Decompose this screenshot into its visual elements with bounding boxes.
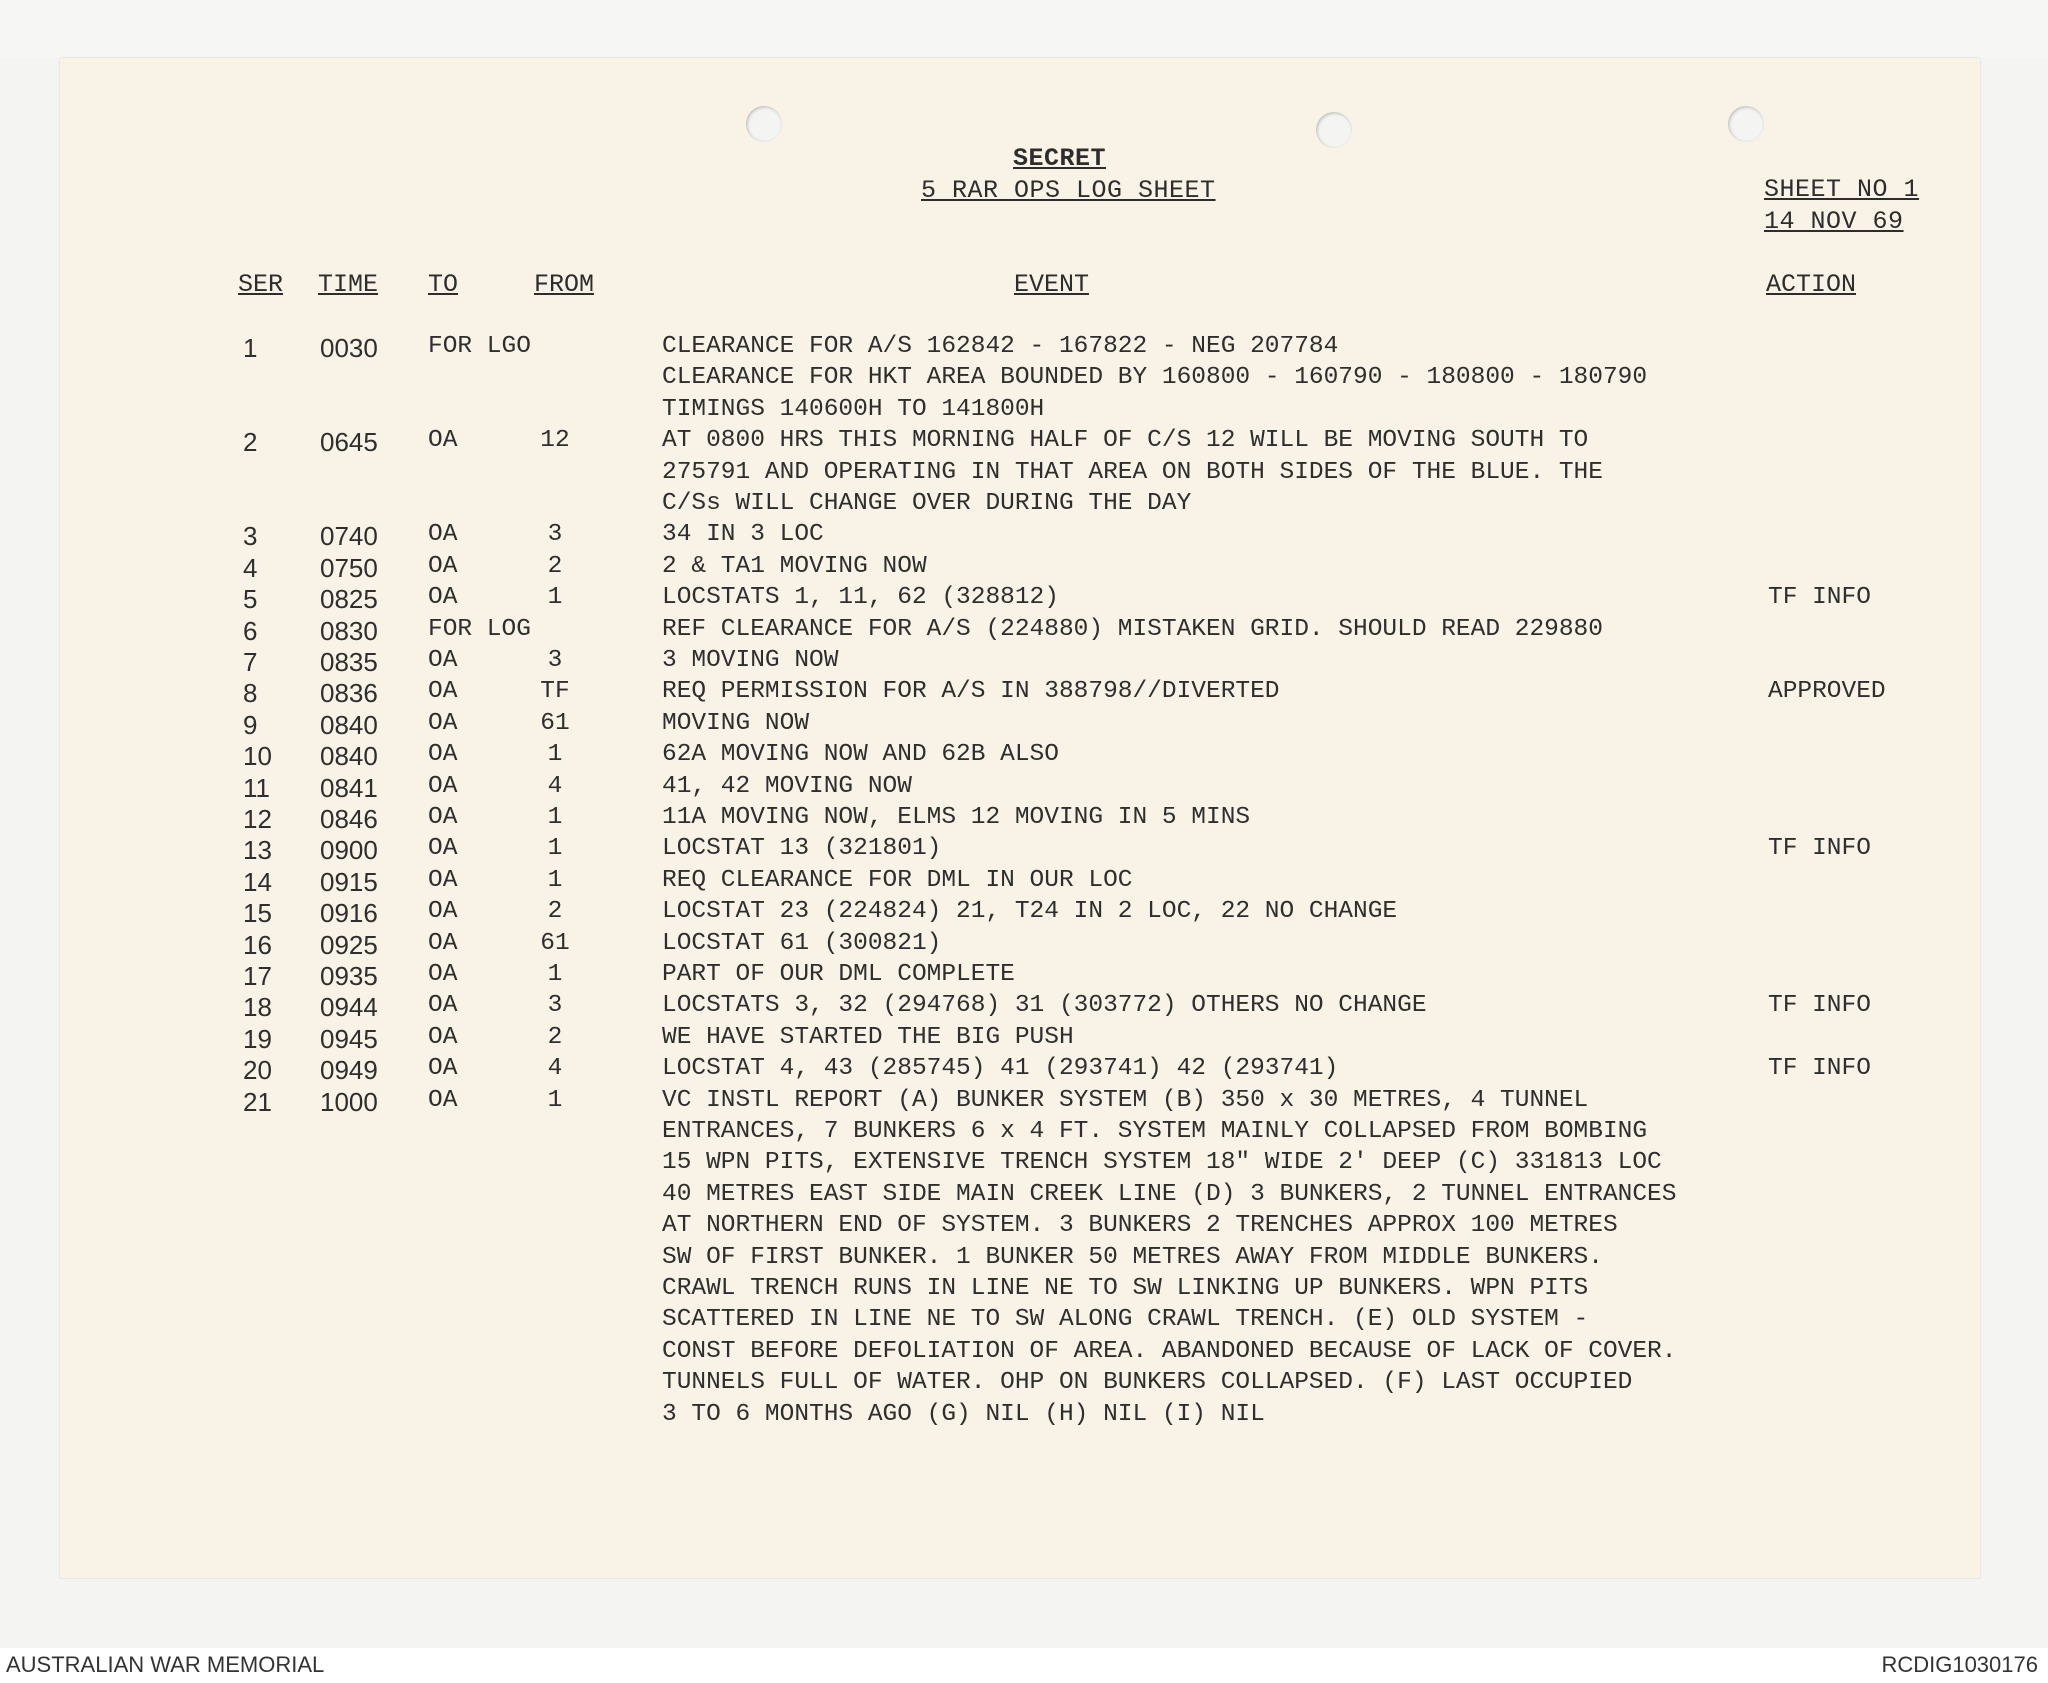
column-header-from: FROM xyxy=(534,270,595,299)
entry-from: TF xyxy=(540,678,570,706)
entry-to: OA xyxy=(428,898,458,926)
entry-from: 2 xyxy=(547,1023,563,1051)
entry-serial: 1 xyxy=(243,333,258,363)
entry-serial: 14 xyxy=(243,866,272,897)
entry-event-line: MOVING NOW xyxy=(662,709,810,737)
entry-event-line: 11A MOVING NOW, ELMS 12 MOVING IN 5 MINS xyxy=(662,804,1251,831)
entry-event-line: CONST BEFORE DEFOLIATION OF AREA. ABANDONED BECAUSE OF LACK OF COVER. xyxy=(662,1337,1677,1365)
entry-to: OA xyxy=(428,929,458,957)
entry-event-line: C/Ss WILL CHANGE OVER DURING THE DAY xyxy=(662,490,1192,517)
entry-to: OA xyxy=(428,1023,458,1051)
entry-event-line: AT NORTHERN END OF SYSTEM. 3 BUNKERS 2 TRENCHES APPROX 100 METRES xyxy=(662,1212,1618,1240)
entry-event-line: LOCSTAT 4, 43 (285745) 41 (293741) 42 (293741) xyxy=(662,1055,1339,1083)
entry-action: TF INFO xyxy=(1768,584,1871,612)
entry-action: APPROVED xyxy=(1768,678,1886,706)
entry-serial: 8 xyxy=(243,678,258,709)
entry-from: 3 xyxy=(547,992,563,1020)
entry-event-line: 15 WPN PITS, EXTENSIVE TRENCH SYSTEM 18" WIDE 2' DEEP (C) 331813 LOC xyxy=(662,1149,1662,1177)
column-header-to: TO xyxy=(428,270,459,299)
entry-to: FOR LOG xyxy=(428,615,531,643)
entry-to: OA xyxy=(428,709,458,737)
entry-event-line: 34 IN 3 LOC xyxy=(662,521,824,549)
punch-hole xyxy=(746,106,782,142)
entry-serial: 18 xyxy=(243,992,272,1023)
page-title: 5 RAR OPS LOG SHEET xyxy=(921,176,1216,205)
entry-from: 1 xyxy=(547,741,563,769)
entry-time: 0916 xyxy=(320,898,378,929)
entry-time: 0825 xyxy=(320,584,378,615)
entry-event-line: LOCSTAT 13 (321801) xyxy=(662,835,942,863)
entry-time: 0750 xyxy=(320,552,378,583)
entry-to: OA xyxy=(428,772,458,800)
entry-from: 4 xyxy=(547,1055,563,1083)
entry-event-line: 2 & TA1 MOVING NOW xyxy=(662,552,927,580)
entry-event-line: PART OF OUR DML COMPLETE xyxy=(662,961,1015,988)
entry-serial: 9 xyxy=(243,709,258,740)
entry-time: 0945 xyxy=(320,1023,378,1054)
log-entry-row xyxy=(0,835,2048,866)
entry-from: 2 xyxy=(547,898,563,926)
entry-from: 1 xyxy=(547,835,563,863)
entry-event-line: 41, 42 MOVING NOW xyxy=(662,772,912,800)
entry-event-line: LOCSTAT 61 (300821) xyxy=(662,929,942,957)
log-entry-row xyxy=(0,521,2048,552)
entry-serial: 4 xyxy=(243,552,258,583)
entry-time: 0846 xyxy=(320,804,378,834)
entry-event-line: 62A MOVING NOW AND 62B ALSO xyxy=(662,741,1059,769)
entry-time: 0840 xyxy=(320,709,378,740)
punch-hole xyxy=(1728,106,1764,142)
entry-event-line: REQ PERMISSION FOR A/S IN 388798//DIVERTED xyxy=(662,678,1280,706)
entry-to: OA xyxy=(428,835,458,863)
entry-time: 0836 xyxy=(320,678,378,709)
entry-event-line: TUNNELS FULL OF WATER. OHP ON BUNKERS COLLAPSED. (F) LAST OCCUPIED xyxy=(662,1369,1633,1397)
entry-to: FOR LGO xyxy=(428,333,531,360)
entry-time: 0645 xyxy=(320,427,378,458)
punch-hole xyxy=(1316,112,1352,148)
entry-event-line: 275791 AND OPERATING IN THAT AREA ON BOTH SIDES OF THE BLUE. THE xyxy=(662,458,1603,486)
classification-heading: SECRET xyxy=(1013,144,1107,173)
entry-time: 0830 xyxy=(320,615,378,646)
entry-time: 0944 xyxy=(320,992,378,1023)
entry-serial: 17 xyxy=(243,961,272,991)
entry-event-line: REQ CLEARANCE FOR DML IN OUR LOC xyxy=(662,866,1133,894)
footer-record-id: RCDIG1030176 xyxy=(1881,1652,2038,1677)
entry-serial: 19 xyxy=(243,1023,272,1054)
entry-from: 1 xyxy=(547,804,563,831)
entry-serial: 5 xyxy=(243,584,258,615)
entry-serial: 3 xyxy=(243,521,258,552)
entry-to: OA xyxy=(428,1086,458,1114)
entry-to: OA xyxy=(428,866,458,894)
entry-event-line: LOCSTATS 3, 32 (294768) 31 (303772) OTHERS NO CHANGE xyxy=(662,992,1427,1020)
entry-serial: 13 xyxy=(243,835,272,866)
entry-event-line: CLEARANCE FOR A/S 162842 - 167822 - NEG 207784 xyxy=(662,333,1339,360)
entry-to: OA xyxy=(428,678,458,706)
entry-serial: 6 xyxy=(243,615,258,646)
entry-time: 0030 xyxy=(320,333,378,363)
entry-serial: 7 xyxy=(243,647,258,677)
footer-institution: AUSTRALIAN WAR MEMORIAL xyxy=(6,1652,325,1677)
entry-event-line: LOCSTATS 1, 11, 62 (328812) xyxy=(662,584,1059,612)
entry-from: 3 xyxy=(547,521,563,549)
entry-to: OA xyxy=(428,647,458,674)
entry-from: 1 xyxy=(547,866,563,894)
log-entry-row xyxy=(0,710,2048,741)
column-header-ser: SER xyxy=(238,270,284,299)
entry-event-line: TIMINGS 140600H TO 141800H xyxy=(662,395,1045,423)
log-entry-row xyxy=(0,961,2048,992)
entry-to: OA xyxy=(428,961,458,988)
entry-serial: 2 xyxy=(243,427,258,458)
entry-event-line: SCATTERED IN LINE NE TO SW ALONG CRAWL TRENCH. (E) OLD SYSTEM - xyxy=(662,1306,1589,1334)
entry-from: 3 xyxy=(547,647,563,674)
entry-time: 0949 xyxy=(320,1055,378,1086)
entry-time: 0935 xyxy=(320,961,378,991)
log-entry-row xyxy=(0,553,2048,584)
column-header-action: ACTION xyxy=(1766,270,1857,299)
entry-event-line: CRAWL TRENCH RUNS IN LINE NE TO SW LINKING UP BUNKERS. WPN PITS xyxy=(662,1275,1589,1302)
entry-event-line: 3 MOVING NOW xyxy=(662,647,839,674)
entry-event-line: CLEARANCE FOR HKT AREA BOUNDED BY 160800 - 160790 - 180800 - 180790 xyxy=(662,364,1648,392)
entry-event-line: VC INSTL REPORT (A) BUNKER SYSTEM (B) 350 x 30 METRES, 4 TUNNEL xyxy=(662,1086,1589,1114)
entry-serial: 20 xyxy=(243,1055,272,1086)
entry-from: 4 xyxy=(547,772,563,800)
entry-event-line: LOCSTAT 23 (224824) 21, T24 IN 2 LOC, 22 NO CHANGE xyxy=(662,898,1398,926)
sheet-date: 14 NOV 69 xyxy=(1764,207,1904,236)
entry-to: OA xyxy=(428,741,458,769)
entry-to: OA xyxy=(428,1055,458,1083)
entry-from: 2 xyxy=(547,552,563,580)
entry-to: OA xyxy=(428,521,458,549)
entry-action: TF INFO xyxy=(1768,1055,1871,1083)
column-header-time: TIME xyxy=(318,270,379,299)
entry-time: 0835 xyxy=(320,647,378,677)
log-entry-row xyxy=(0,647,2048,678)
entry-serial: 10 xyxy=(243,741,272,772)
entry-time: 0900 xyxy=(320,835,378,866)
entry-serial: 16 xyxy=(243,929,272,960)
entry-to: OA xyxy=(428,552,458,580)
entry-from: 61 xyxy=(540,929,570,957)
entry-time: 0915 xyxy=(320,866,378,897)
entry-action: TF INFO xyxy=(1768,992,1871,1020)
entry-from: 1 xyxy=(547,961,563,988)
entry-time: 1000 xyxy=(320,1086,378,1117)
entry-to: OA xyxy=(428,804,458,831)
entry-to: OA xyxy=(428,584,458,612)
log-entry-row xyxy=(0,773,2048,804)
entry-serial: 21 xyxy=(243,1086,272,1117)
entry-action: TF INFO xyxy=(1768,835,1871,863)
entry-event-line: 40 METRES EAST SIDE MAIN CREEK LINE (D) 3 BUNKERS, 2 TUNNEL ENTRANCES xyxy=(662,1180,1677,1208)
entry-event-line: SW OF FIRST BUNKER. 1 BUNKER 50 METRES AWAY FROM MIDDLE BUNKERS. xyxy=(662,1243,1603,1271)
entry-event-line: REF CLEARANCE FOR A/S (224880) MISTAKEN GRID. SHOULD READ 229880 xyxy=(662,615,1603,643)
top-margin xyxy=(0,0,2048,58)
entry-time: 0840 xyxy=(320,741,378,772)
entry-time: 0841 xyxy=(320,772,378,803)
entry-time: 0925 xyxy=(320,929,378,960)
entry-to: OA xyxy=(428,992,458,1020)
entry-event-line: AT 0800 HRS THIS MORNING HALF OF C/S 12 WILL BE MOVING SOUTH TO xyxy=(662,427,1589,455)
log-entry-row xyxy=(0,930,2048,961)
entry-to: OA xyxy=(428,427,458,455)
entry-from: 12 xyxy=(540,427,570,455)
entry-serial: 15 xyxy=(243,898,272,929)
entry-from: 1 xyxy=(547,584,563,612)
entry-event-line: WE HAVE STARTED THE BIG PUSH xyxy=(662,1023,1074,1051)
sheet-number: SHEET NO 1 xyxy=(1764,175,1920,204)
entry-serial: 12 xyxy=(243,804,272,834)
entry-time: 0740 xyxy=(320,521,378,552)
entry-serial: 11 xyxy=(243,772,270,803)
column-header-event: EVENT xyxy=(1014,270,1090,299)
entry-from: 1 xyxy=(547,1086,563,1114)
entry-event-line: 3 TO 6 MONTHS AGO (G) NIL (H) NIL (I) NIL xyxy=(662,1400,1265,1428)
entry-event-line: ENTRANCES, 7 BUNKERS 6 x 4 FT. SYSTEM MAINLY COLLAPSED FROM BOMBING xyxy=(662,1118,1648,1145)
entry-from: 61 xyxy=(540,709,570,737)
